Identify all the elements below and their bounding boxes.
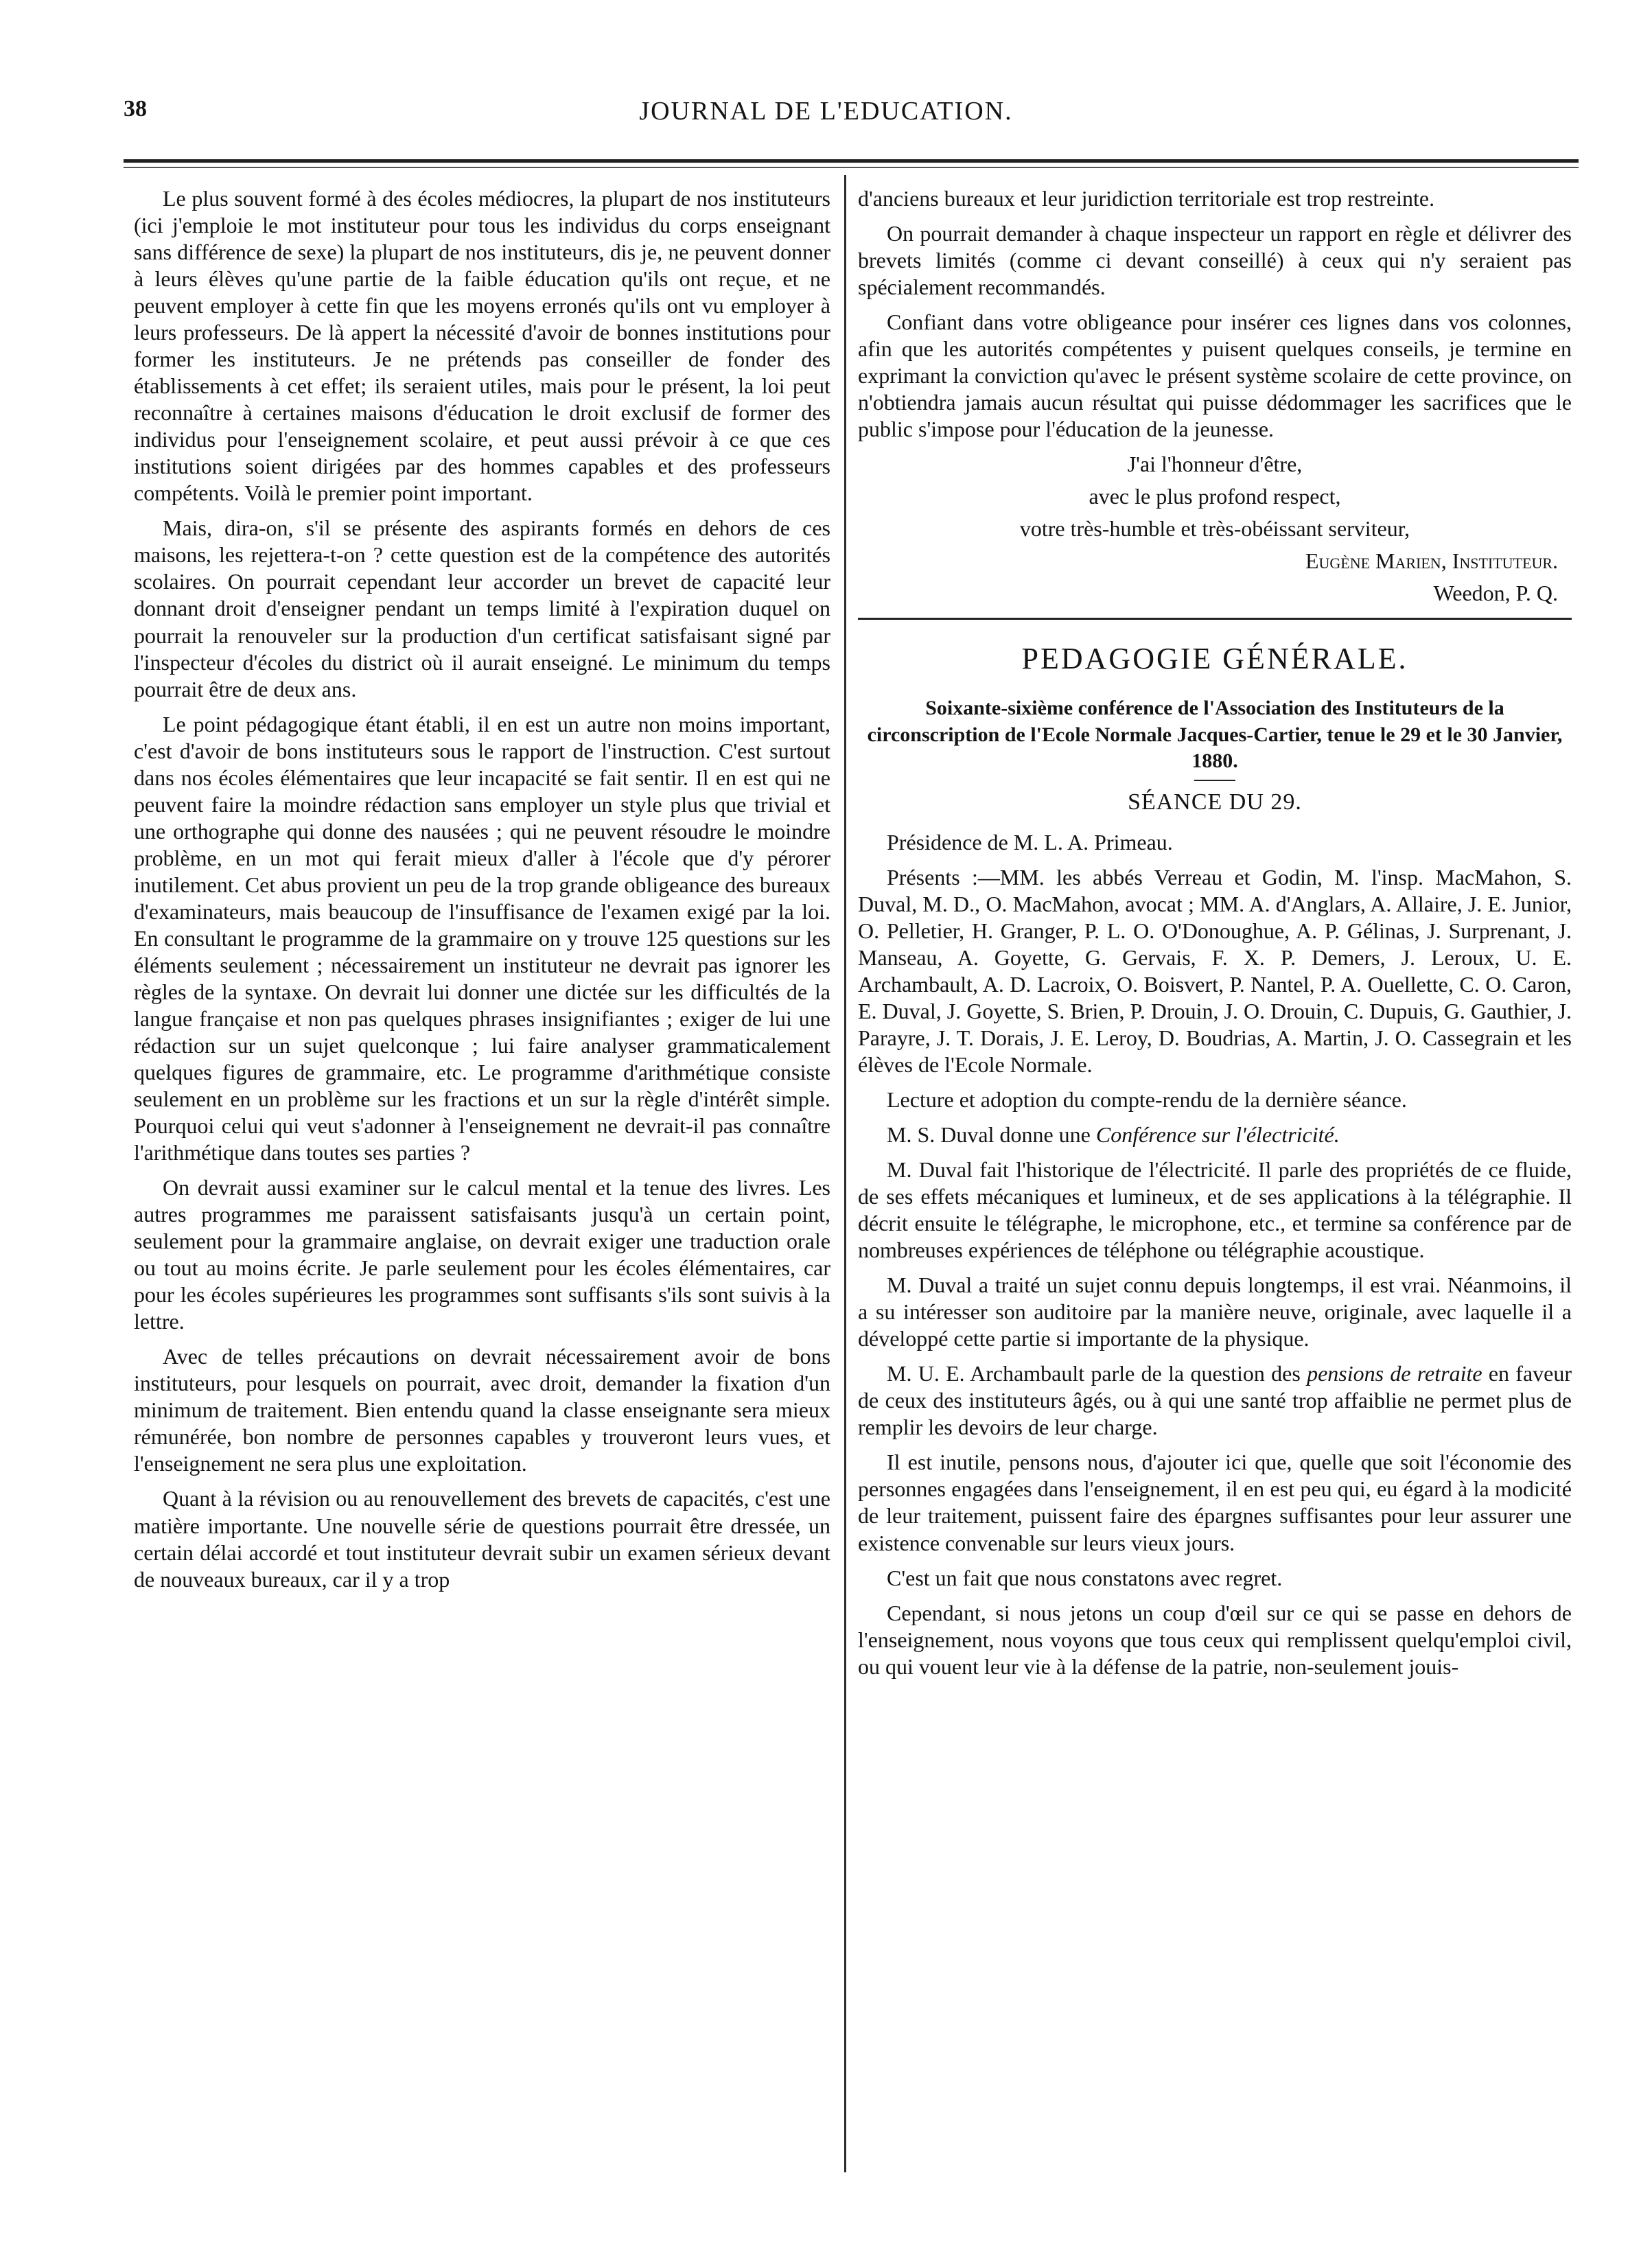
letter-paragraph-3: Confiant dans votre obligeance pour insérer ces lignes dans vos colonnes, afin que les autorités compétentes y puisent quelques conseils, je termine en exprimant la conviction qu'avec le présent système scolaire de cette province, on n'obtiendra jamais aucun résultat qui puisse dédommager les sacrifices que le public s'impose pour l'éducation de la jeunesse.	[858, 310, 1572, 442]
left-column	[134, 185, 830, 2169]
left-paragraph-3: Le point pédagogique étant établi, il en est un autre non moins important, c'est d'avoir de bons instituteurs sous le rapport de l'instruction. C'est surtout dans nos écoles élémentaires que leur incapacité se fait sentir. Il en est qui ne peuvent faire la moindre rédaction sans employer un style plus que trivial et une orthographe qui donne des nausées ; qui ne peuvent résoudre le moindre problème, en un mot qui ferait mieux d'aller à l'école que d'y pérorer inutilement. Cet abus provient un peu de la trop grande obligeance des bureaux d'examinateurs, mais beaucoup de l'insuffisance de l'examen exigé par la loi. En consultant le programme de la grammaire on y trouve 125 questions sur les éléments seulement ; nécessairement un instituteur ne devrait pas ignorer les règles de la syntaxe. On devrait lui donner une dictée sur les difficultés de la langue française et non pas quelques phrases insignifiantes ; exiger de lui une rédaction sur un sujet quelconque ; lui faire analyser grammaticalement quelques figures de grammaire, etc. Le programme d'arithmétique consiste seulement en un problème sur les fractions et un sur la règle d'intérêt simple. Pourquoi celui qui veut s'adonner à l'enseignement ne devrait-il pas connaître l'arithmétique dans toutes ses parties ?	[134, 711, 830, 1165]
letter-paragraph-1: d'anciens bureaux et leur juridiction territoriale est trop restreinte.	[858, 186, 1435, 211]
header-rule-thick	[124, 159, 1579, 163]
page-number: 38	[124, 96, 147, 121]
column-divider	[844, 175, 846, 2172]
minutes-paragraph-2: Présents :—MM. les abbés Verreau et Godin, M. l'insp. MacMahon, S. Duval, M. D., O. MacMahon, avocat ; MM. A. d'Anglars, A. Allaire, J. E. Junior, O. Pelletier, H. Granger, P. L. O. O'Donoughue, A. P. Gélinas, J. Surprenant, J. Manseau, A. Goyette, G. Gervais, F. X. P. Demers, J. Leroux, U. E. Archambault, A. D. Lacroix, O. Boisvert, P. Nantel, P. A. Ouellette, C. O. Caron, E. Duval, J. Goyette, S. Brien, P. Drouin, J. O. Drouin, C. Dupuis, G. Gauthier, J. Parayre, J. T. Dorais, J. E. Leroy, D. Boudrias, A. Martin, J. O. Cassegrain et les élèves de l'Ecole Normale.	[858, 864, 1572, 1077]
left-paragraph-1: Le plus souvent formé à des écoles médiocres, la plupart de nos instituteurs (ici j'emploie le mot instituteur pour tous les individus du corps enseignant sans différence de sexe) la plupart de nos instituteurs, dis je, ne peuvent donner à leurs élèves qu'une partie de la faible éducation qu'ils ont reçue, et ne peuvent employer à cette fin que les moyens erronés qu'ils ont vu employer à leurs professeurs. De là appert la nécessité d'avoir de bonnes institutions pour former les instituteurs. Je ne prétends pas conseiller de fonder des établissements à cet effet; ils seraient utiles, mais pour le présent, la loi peut reconnaître à certaines maisons d'éducation le droit exclusif de former des individus pour l'enseignement scolaire, et peut aussi prévoir à ce que ces institutions soient dirigées par des hommes capables et des professeurs compétents. Voilà le premier point important.	[134, 186, 830, 506]
left-paragraph-5: Avec de telles précautions on devrait nécessairement avoir de bons instituteurs, pour lesquels on pourrait, avec droit, demander la fixation d'un minimum de traitement. Bien entendu quand la classe enseignante sera mieux rémunérée, bon nombre de personnes capables y trouveront leurs vues, et l'enseignement ne sera plus une exploitation.	[134, 1344, 830, 1476]
left-paragraph-6: Quant à la révision ou au renouvellement des brevets de capacités, c'est une matière importante. Une nouvelle série de questions pourrait être dressée, un certain délai accordé et tout instituteur devrait subir un examen sérieux devant de nouveaux bureaux, car il y a trop	[134, 1486, 830, 1592]
header-rule-thin	[124, 167, 1579, 168]
duval-italic: Conférence sur l'électricité.	[1095, 1122, 1340, 1148]
signature-place: Weedon, P. Q.	[1433, 581, 1558, 606]
duval-paragraph	[858, 1122, 1572, 1148]
minutes-paragraph-5: M. Duval a traité un sujet connu depuis longtemps, il est vrai. Néanmoins, il a su intéresser son auditoire par la manière neuve, originale, avec laquelle il a développé cette partie si importante de la physique.	[858, 1273, 1572, 1351]
signature: Eugène Marien, Instituteur.	[1305, 548, 1558, 574]
section-divider	[858, 618, 1572, 620]
letter-paragraph-2: On pourrait demander à chaque inspecteur un rapport en règle et délivrer des brevets limités (comme ci devant conseillé) à ceux qui n'y seraient pas spécialement recommandés.	[858, 221, 1572, 300]
minutes-paragraph-7: C'est un fait que nous constatons avec regret.	[887, 1565, 1283, 1590]
right-column	[858, 185, 1572, 2169]
left-paragraph-4: On devrait aussi examiner sur le calcul mental et la tenue des livres. Les autres programmes me paraissent satisfaisants jusqu'à un certain point, seulement pour la grammaire anglaise, on devrait exiger une traduction orale ou tout au moins écrite. Je parle seulement pour les écoles élémentaires, car pour les écoles supérieures les programmes sont suffisants s'ils sont suivis à la lettre.	[134, 1175, 830, 1334]
short-rule	[1194, 780, 1235, 781]
seance-title: SÉANCE DU 29.	[1128, 789, 1302, 815]
closing-line-1: J'ai l'honneur d'être,	[1127, 452, 1303, 477]
archambault-italic: pensions de retraite	[1307, 1361, 1482, 1386]
closing-line-2: avec le plus profond respect,	[1089, 484, 1341, 509]
archambault-prefix: M. U. E. Archambault parle de la question des	[887, 1361, 1307, 1386]
closing-line-3: votre très-humble et très-obéissant serviteur,	[1019, 516, 1410, 542]
duval-prefix: M. S. Duval donne une	[887, 1122, 1096, 1148]
minutes-paragraph-4: M. Duval fait l'historique de l'électricité. Il parle des propriétés de ce fluide, de ses effets mécaniques et lumineux, et de ses applications à la télégraphie. Il décrit ensuite le télégraphe, le microphone, etc., et termine sa conférence par de nombreuses expériences de téléphone ou télégraphie acoustique.	[858, 1157, 1572, 1263]
archambault-suffix: en faveur de ceux des instituteurs âgés, ou à qui une santé trop affaiblie ne permet plus de remplir les devoirs de leur charge.	[858, 1361, 1572, 1440]
section-title: PEDAGOGIE GÉNÉRALE.	[1021, 642, 1408, 676]
minutes-paragraph-3: Lecture et adoption du compte-rendu de la dernière séance.	[887, 1087, 1407, 1113]
running-title: JOURNAL DE L'EDUCATION.	[639, 97, 1013, 126]
left-paragraph-2: Mais, dira-on, s'il se présente des aspirants formés en dehors de ces maisons, les rejettera-t-on ? cette question est de la compétence des autorités scolaires. On pourrait cependant leur accorder un brevet de capacité leur donnant droit d'enseigner pendant un temps limité à l'expiration duquel on pourrait la renouveler sur la production d'un certificat satisfaisant signé par l'inspecteur d'écoles du district où il aurait enseigné. Le minimum du temps pourrait être de deux ans.	[134, 515, 830, 701]
archambault-paragraph	[858, 1360, 1572, 1441]
conference-title: Soixante-sixième conférence de l'Association des Instituteurs de la circonscription de l'Ecole Normale Jacques-Cartier, tenue le 29 et le 30 Janvier, 1880.	[867, 697, 1563, 772]
minutes-paragraph-1: Présidence de M. L. A. Primeau.	[887, 829, 1173, 855]
minutes-paragraph-6: Il est inutile, pensons nous, d'ajouter ici que, quelle que soit l'économie des personnes engagées dans l'enseignement, il en est peu qui, eu égard à la modicité de leur traitement, puissent faire des épargnes suffisantes pour leur assurer une existence convenable sur leurs vieux jours.	[858, 1450, 1572, 1555]
minutes-paragraph-8: Cependant, si nous jetons un coup d'œil sur ce qui se passe en dehors de l'enseignement, nous voyons que tous ceux qui remplissent quelqu'emploi civil, ou qui vouent leur vie à la défense de la patrie, non-seulement jouis-	[858, 1600, 1572, 1679]
